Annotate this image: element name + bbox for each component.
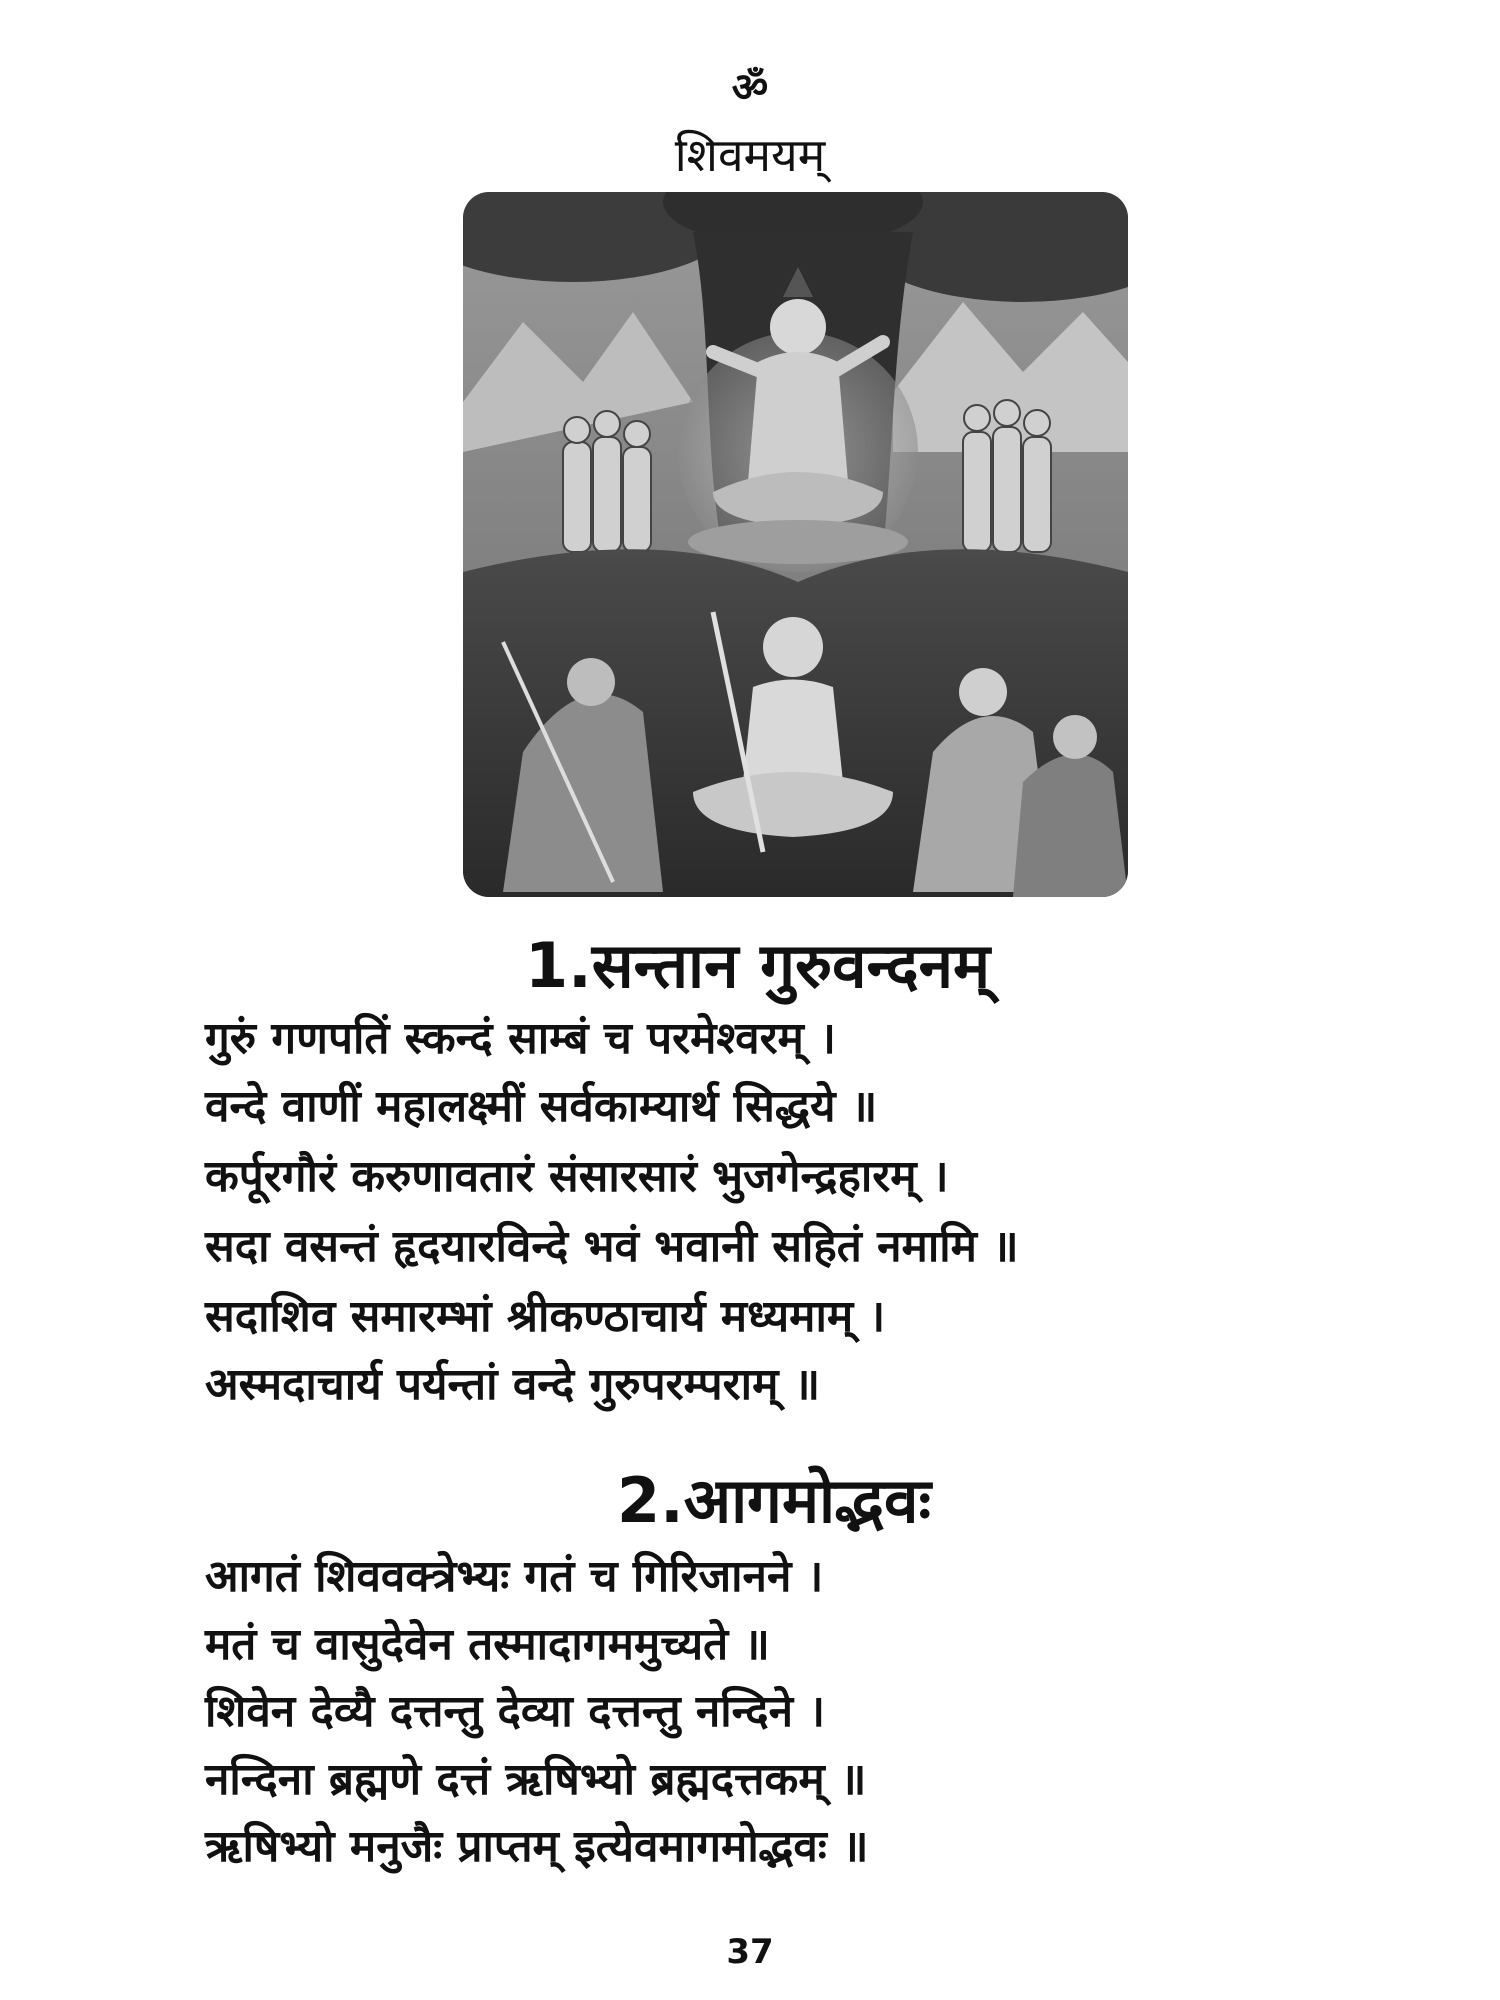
verse-line: नन्दिना ब्रह्मणे दत्तं ऋषिभ्यो ब्रह्मदत्तकम् ॥ [205, 1754, 867, 1805]
verse-line: अस्मदाचार्य पर्यन्तां वन्दे गुरुपरम्पराम् ॥ [205, 1359, 821, 1410]
illustration-drawing [463, 192, 1128, 897]
verse-line: आगतं शिववक्त्रेभ्यः गतं च गिरिजानने । [205, 1551, 824, 1602]
verse-line: ऋषिभ्यो मनुजैः प्राप्तम् इत्येवमागमोद्भवः ॥ [205, 1821, 869, 1872]
verse-line: मतं च वासुदेवेन तस्मादागममुच्यते ॥ [205, 1619, 770, 1670]
verse-line: गुरुं गणपतिं स्कन्दं साम्बं च परमेश्वरम् । [205, 1013, 836, 1064]
verse-line: सदाशिव समारम्भां श्रीकण्ठाचार्य मध्यमाम् । [205, 1291, 886, 1342]
verse-line: वन्दे वाणीं महालक्ष्मीं सर्वकाम्यार्थ सिद्धये ॥ [205, 1081, 878, 1132]
section-heading-agamodbhava: 2.आगमोद्भवः [617, 1464, 932, 1537]
verse-line: सदा वसन्तं हृदयारविन्दे भवं भवानी सहितं नमामि ॥ [205, 1221, 1019, 1272]
guru-illustration [463, 192, 1128, 897]
running-title: शिवमयम् [674, 128, 826, 182]
section-heading-santana-guruvandanam: 1.सन्तान गुरुवन्दनम् [525, 929, 991, 1002]
verse-line: शिवेन देव्यै दत्तन्तु देव्या दत्तन्तु नन्दिने । [205, 1686, 826, 1737]
page-number: 37 [726, 1932, 774, 1972]
verse-line: कर्पूरगौरं करुणावतारं संसारसारं भुजगेन्द्रहारम् । [205, 1151, 949, 1202]
om-symbol: ॐ [731, 65, 769, 111]
